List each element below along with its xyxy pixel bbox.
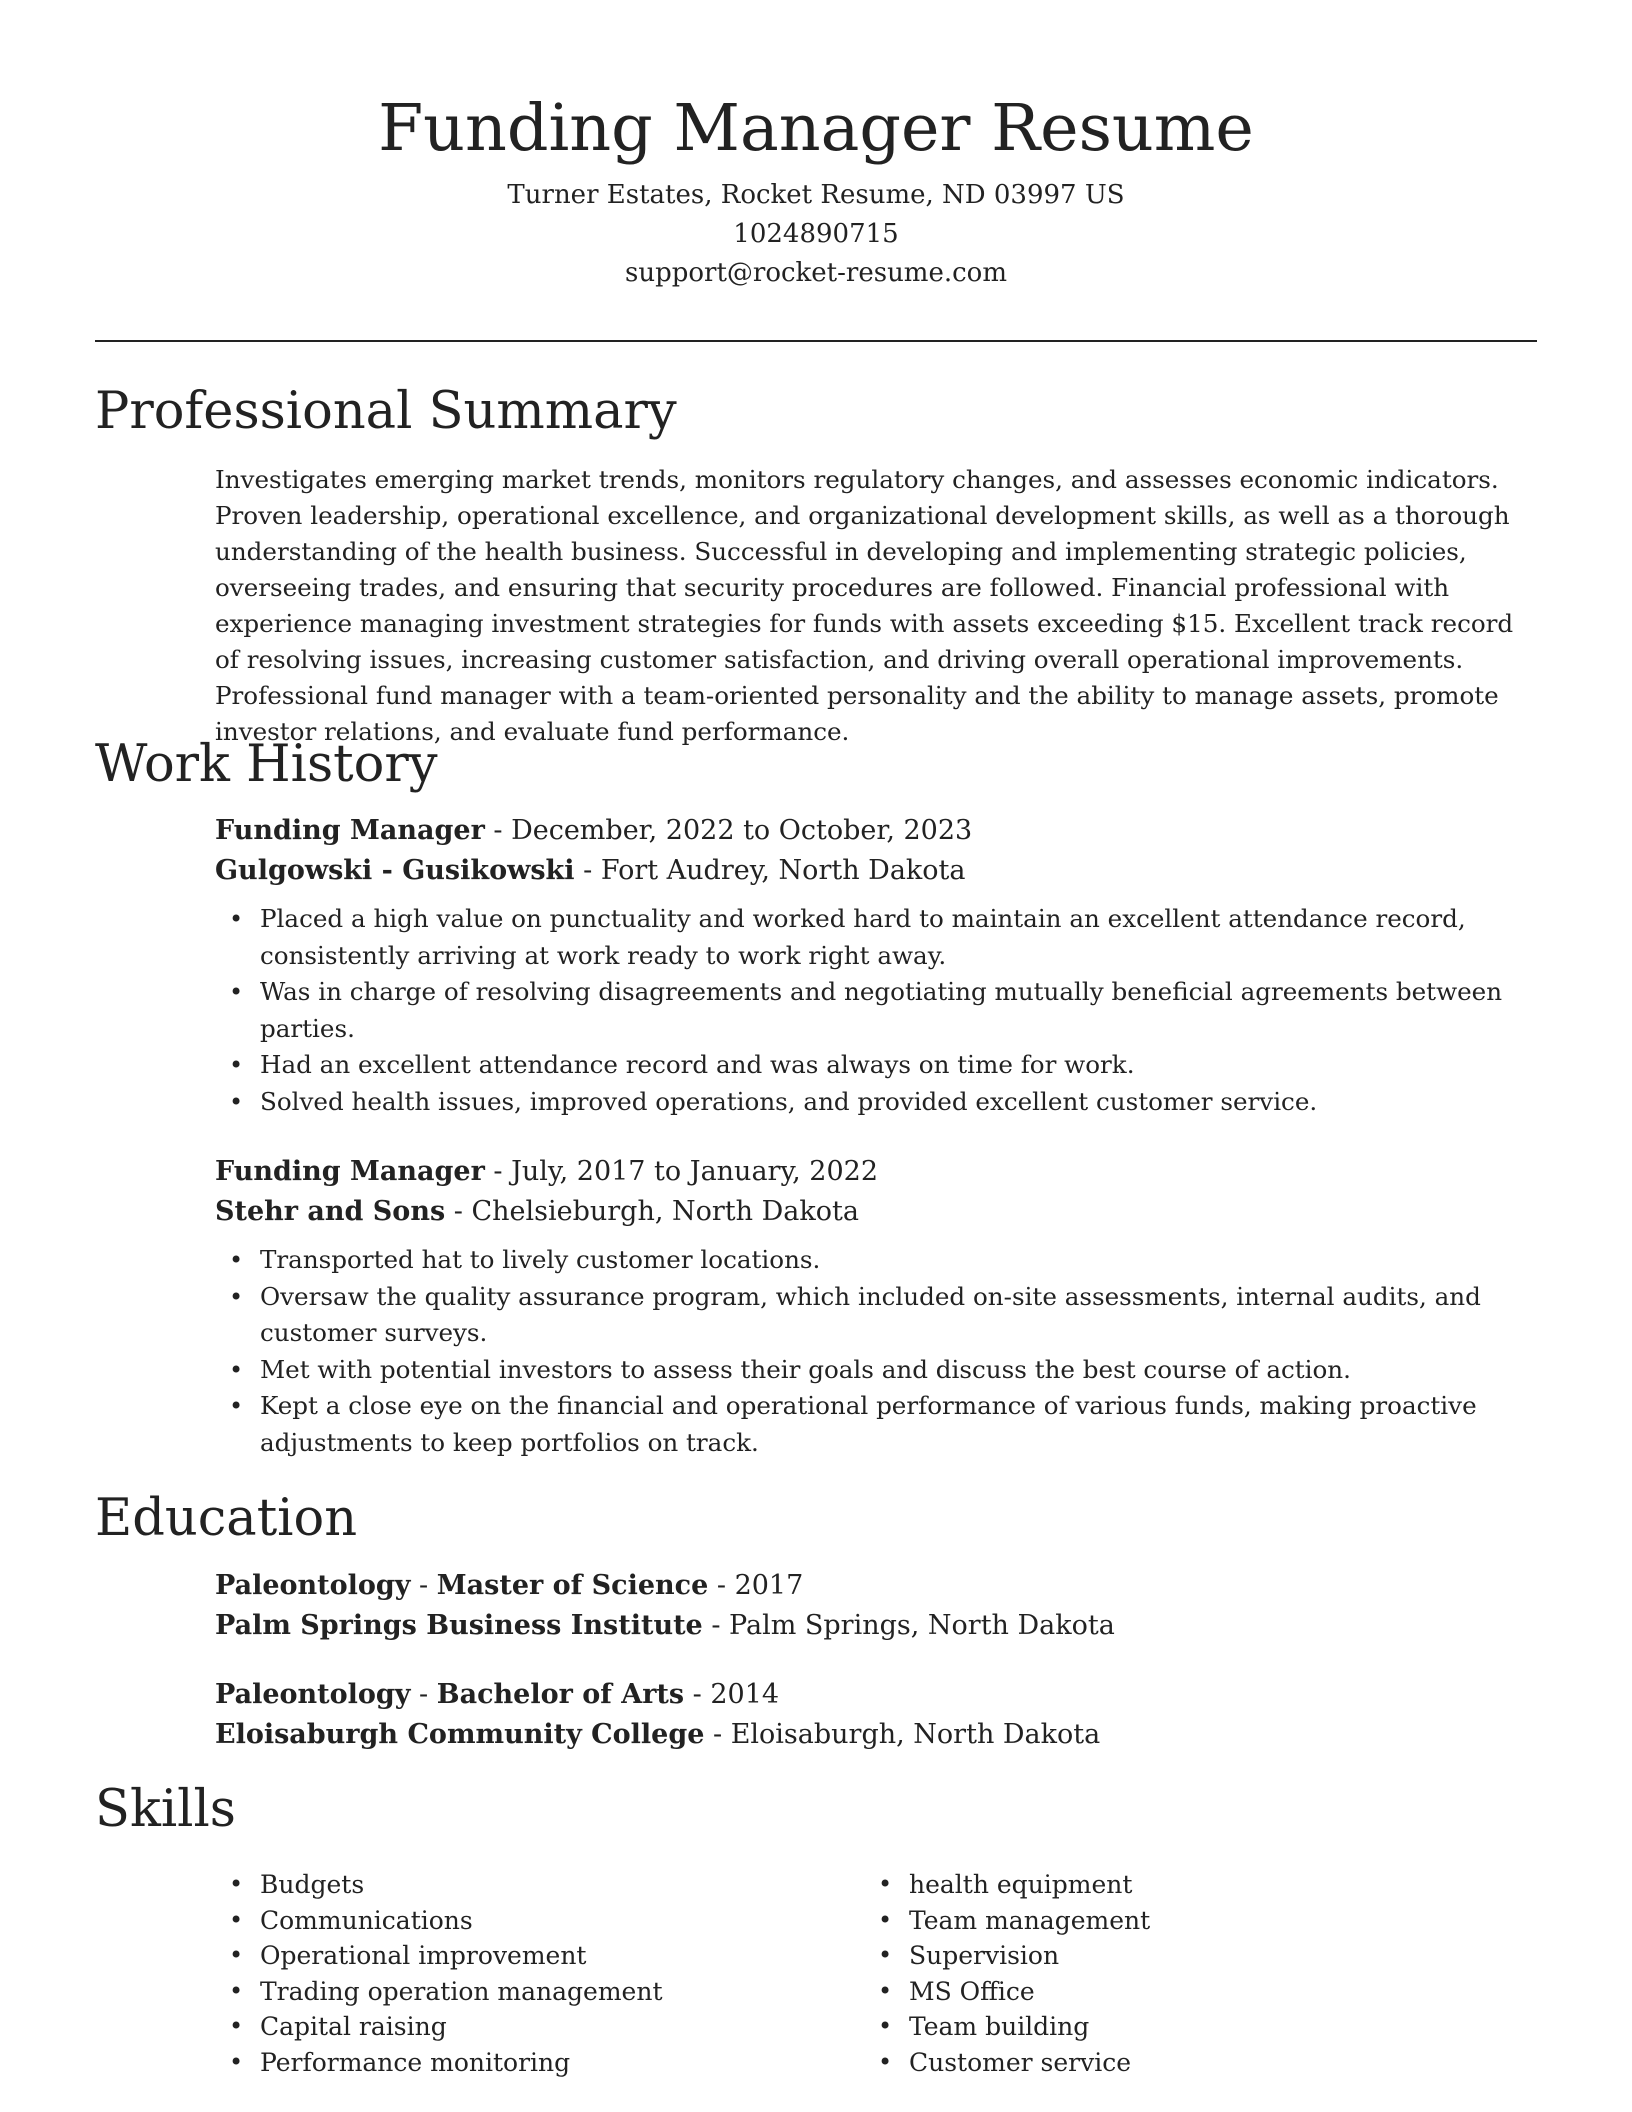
phone-line: 1024890715 <box>733 219 899 249</box>
education-school: Eloisaburgh Community College <box>215 1719 705 1750</box>
summary-paragraph: Investigates emerging market trends, monitors regulatory changes, and assesses economic indicators. Proven leadership, operational excellence, and organizational development skills, as well as a thorough understanding of the health business. Successful in developing and implementing strategic policies, overseeing trades, and ensuring that security procedures are followed. Financial professional with experience managing investment strategies for funds with assets exceeding $15. Excellent track record of resolving issues, increasing customer satisfaction, and driving overall operational improvements. Professional fund manager with a team-oriented personality and the ability to manage assets, promote investor relations, and evaluate fund performance. <box>215 465 1514 746</box>
job-duty-item: • Transported hat to lively customer locations. <box>215 1242 1540 1279</box>
education-field: Paleontology <box>215 1570 411 1601</box>
skill-item: • Trading operation management <box>215 1974 663 2010</box>
skill-item: • Team building <box>864 2009 1150 2045</box>
education-separator: - <box>410 1679 437 1710</box>
job-title: Funding Manager <box>215 815 485 846</box>
contact-info <box>95 176 1537 293</box>
job-title: Funding Manager <box>215 1156 485 1187</box>
education-degree-line <box>215 1566 1540 1606</box>
skill-item: • MS Office <box>864 1974 1150 2010</box>
skill-item: • Communications <box>215 1903 663 1939</box>
education-location: - Eloisaburgh, North Dakota <box>704 1719 1101 1750</box>
skill-item: • health equipment <box>864 1867 1150 1903</box>
job-dates: - December, 2022 to October, 2023 <box>484 815 973 846</box>
skill-item: • Team management <box>864 1903 1150 1939</box>
job-company: Gulgowski - Gusikowski <box>215 855 575 886</box>
section-heading-work-history: Work History <box>95 735 438 794</box>
education-school: Palm Springs Business Institute <box>215 1610 703 1641</box>
job-duties-list <box>215 1242 1540 1461</box>
job-company-line <box>215 851 1540 891</box>
education-year: - 2014 <box>684 1679 780 1710</box>
skills-list-right <box>864 1867 1150 2081</box>
education-degree-line <box>215 1675 1540 1715</box>
education-degree: Bachelor of Arts <box>436 1679 685 1710</box>
education-entry <box>215 1566 1540 1646</box>
job-company: Stehr and Sons <box>215 1196 446 1227</box>
job-location: - Chelsieburgh, North Dakota <box>445 1196 859 1227</box>
job-duties-list <box>215 901 1540 1120</box>
skill-item: • Performance monitoring <box>215 2045 663 2081</box>
education-year: - 2017 <box>708 1570 804 1601</box>
education-entry <box>215 1675 1540 1755</box>
job-dates: - July, 2017 to January, 2022 <box>484 1156 878 1187</box>
skill-item: • Capital raising <box>215 2009 663 2045</box>
job-duty-item: • Oversaw the quality assurance program, which included on-site assessments, internal audits, and customer surveys. <box>215 1279 1540 1352</box>
job-company-line <box>215 1192 1540 1232</box>
section-heading-education: Education <box>95 1489 358 1548</box>
job-duty-item: • Solved health issues, improved operations, and provided excellent customer service. <box>215 1084 1540 1121</box>
page-title: Funding Manager Resume <box>378 91 1254 166</box>
job-entry <box>215 811 1540 1120</box>
job-duty-item: • Placed a high value on punctuality and worked hard to maintain an excellent attendance record, consistently arriving at work ready to work right away. <box>215 901 1540 974</box>
job-title-line <box>215 1152 1540 1192</box>
skill-item: • Budgets <box>215 1867 663 1903</box>
education-school-line <box>215 1715 1540 1755</box>
education-field: Paleontology <box>215 1679 411 1710</box>
job-duty-item: • Had an excellent attendance record and was always on time for work. <box>215 1047 1540 1084</box>
header-divider <box>95 340 1537 342</box>
job-entry <box>215 1152 1540 1461</box>
job-duty-item: • Was in charge of resolving disagreements and negotiating mutually beneficial agreements between parties. <box>215 974 1540 1047</box>
resume-header <box>95 86 1537 293</box>
job-duty-item: • Met with potential investors to assess their goals and discuss the best course of action. <box>215 1352 1540 1389</box>
education-degree: Master of Science <box>436 1570 709 1601</box>
email-line: support@rocket-resume.com <box>624 258 1007 288</box>
education-location: - Palm Springs, North Dakota <box>702 1610 1115 1641</box>
skill-item: • Customer service <box>864 2045 1150 2081</box>
job-duty-item: • Kept a close eye on the financial and operational performance of various funds, making proactive adjustments to keep portfolios on track. <box>215 1388 1540 1461</box>
skill-item: • Operational improvement <box>215 1938 663 1974</box>
education-school-line <box>215 1606 1540 1646</box>
education-separator: - <box>410 1570 437 1601</box>
section-heading-skills: Skills <box>95 1780 236 1839</box>
job-location: - Fort Audrey, North Dakota <box>574 855 966 886</box>
skill-item: • Supervision <box>864 1938 1150 1974</box>
address-line: Turner Estates, Rocket Resume, ND 03997 US <box>507 180 1125 210</box>
job-title-line <box>215 811 1540 851</box>
section-heading-summary: Professional Summary <box>95 382 677 441</box>
skills-list-left <box>215 1867 663 2081</box>
